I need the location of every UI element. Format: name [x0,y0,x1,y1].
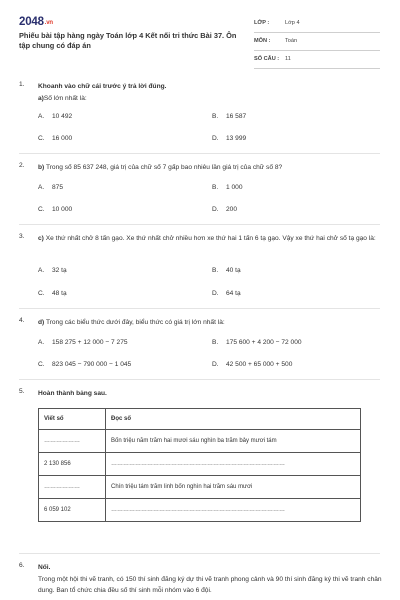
site-logo[interactable]: 2048.vn [19,16,53,28]
option-b[interactable]: B. 40 tạ [212,267,241,274]
table-cell[interactable]: ……………… [39,476,106,499]
meta-row-question-count: SỐ CÂU : 11 [254,52,380,69]
option-c[interactable]: C. 48 tạ [38,290,67,297]
question-3: 3. c) Xe thứ nhất chở 8 tấn gạo. Xe thứ nhất chở nhiều hơn xe thứ hai 1 tấn 6 tạ gạo. Vậy xe thứ hai chở số tạ gạo là: A. 32 tạ B. 40 tạ C. 48 tạ D. 64 tạ [19,233,384,305]
worksheet-title: Phiếu bài tập hàng ngày Toán lớp 4 Kết nối tri thức Bài 37. Ôn tập chung có đáp án [19,31,237,50]
table-cell: 2 130 856 [39,453,106,476]
option-b[interactable]: B. 175 600 + 4 200 − 72 000 [212,339,302,346]
table-row [39,430,361,453]
column-header: Đọc số [106,409,361,430]
meta-row-class: LỚP : Lớp 4 [254,16,380,33]
table-cell: Bốn triệu năm trăm hai mươi sáu nghìn ba trăm bảy mươi tám [106,430,361,453]
table-cell[interactable]: …………………………………………………………………………… [106,453,361,476]
option-a[interactable]: A. 875 [38,184,64,191]
divider [19,153,380,154]
table-cell[interactable]: …………………………………………………………………………… [106,499,361,522]
option-b[interactable]: B. 16 587 [212,113,247,120]
question-5: 5. Hoàn thành bảng sau. [19,388,384,402]
question-6-text: Trong một hội thi vẽ tranh, có 150 thí sinh đăng ký dự thi vẽ tranh phong cảnh và 90 thí sinh đăng ký thi vẽ tranh chân dung. Ban tổ chức chia đều số thí sinh mỗi nhóm vào 6 đội. [38,575,382,594]
divider [19,224,380,225]
question-6-heading: Nối. [38,564,51,571]
question-4-text: d) Trong các biểu thức dưới đây, biểu thức có giá trị lớn nhất là: [38,319,225,326]
number-table [38,408,361,522]
option-c[interactable]: C. 823 045 − 790 000 − 1 045 [38,361,132,368]
question-5-heading: Hoàn thành bảng sau. [38,390,107,397]
column-header: Viết số [39,409,106,430]
table-cell: Chín triệu tám trăm linh bốn nghìn hai trăm sáu mươi [106,476,361,499]
table-row [39,476,361,499]
meta-row-subject: MÔN : Toán [254,34,380,51]
question-1-text: a)Số lớn nhất là: [38,94,87,102]
option-c[interactable]: C. 10 000 [38,206,73,213]
question-6: 6. Nối. Trong một hội thi vẽ tranh, có 150 thí sinh đăng ký dự thi vẽ tranh phong cảnh và 90 thí sinh đăng ký thi vẽ tranh chân dung. Ban tổ chức chia đều số thí sinh mỗi nhóm vào 6 đội. [19,562,382,594]
option-c[interactable]: C. 16 000 [38,135,73,142]
meta-panel [254,16,380,70]
question-2-text: b) Trong số 85 637 248, giá trị của chữ số 7 gấp bao nhiêu lần giá trị của chữ số 8? [38,164,283,171]
option-a[interactable]: A. 158 275 + 12 000 − 7 275 [38,339,128,346]
option-d[interactable]: D. 200 [212,206,238,213]
option-b[interactable]: B. 1 000 [212,184,243,191]
divider [19,379,380,380]
option-d[interactable]: D. 13 999 [212,135,247,142]
divider [19,553,380,554]
option-a[interactable]: A. 10 492 [38,113,73,120]
option-a[interactable]: A. 32 tạ [38,267,67,274]
table-header-row [39,409,361,430]
divider [19,308,380,309]
question-1-heading: Khoanh vào chữ cái trước ý trả lời đúng. [38,83,167,90]
table-row [39,499,361,522]
question-1: 1. Khoanh vào chữ cái trước ý trả lời đúng. a)Số lớn nhất là: A. 10 492 B. 16 587 C. 16 000 D. 13 999 [19,81,384,151]
option-d[interactable]: D. 42 500 + 65 000 + 500 [212,361,293,368]
table-row [39,453,361,476]
option-d[interactable]: D. 64 tạ [212,290,241,297]
question-2: 2. b) Trong số 85 637 248, giá trị của chữ số 7 gấp bao nhiêu lần giá trị của chữ số 8? A. 875 B. 1 000 C. 10 000 D. 200 [19,162,384,222]
question-3-text: c) Xe thứ nhất chở 8 tấn gạo. Xe thứ nhất chở nhiều hơn xe thứ hai 1 tấn 6 tạ gạo. Vậy xe thứ hai chở số tạ gạo là: [38,235,376,242]
table-cell: 6 059 102 [39,499,106,522]
table-cell[interactable]: ……………… [39,430,106,453]
question-4: 4. d) Trong các biểu thức dưới đây, biểu thức có giá trị lớn nhất là: A. 158 275 + 12 000 − 7 275 B. 175 600 + 4 200 − 72 000 C. 823 045 − 790 000 − 1 045 D. 42 500 + 65 000 + 500 [19,317,384,377]
